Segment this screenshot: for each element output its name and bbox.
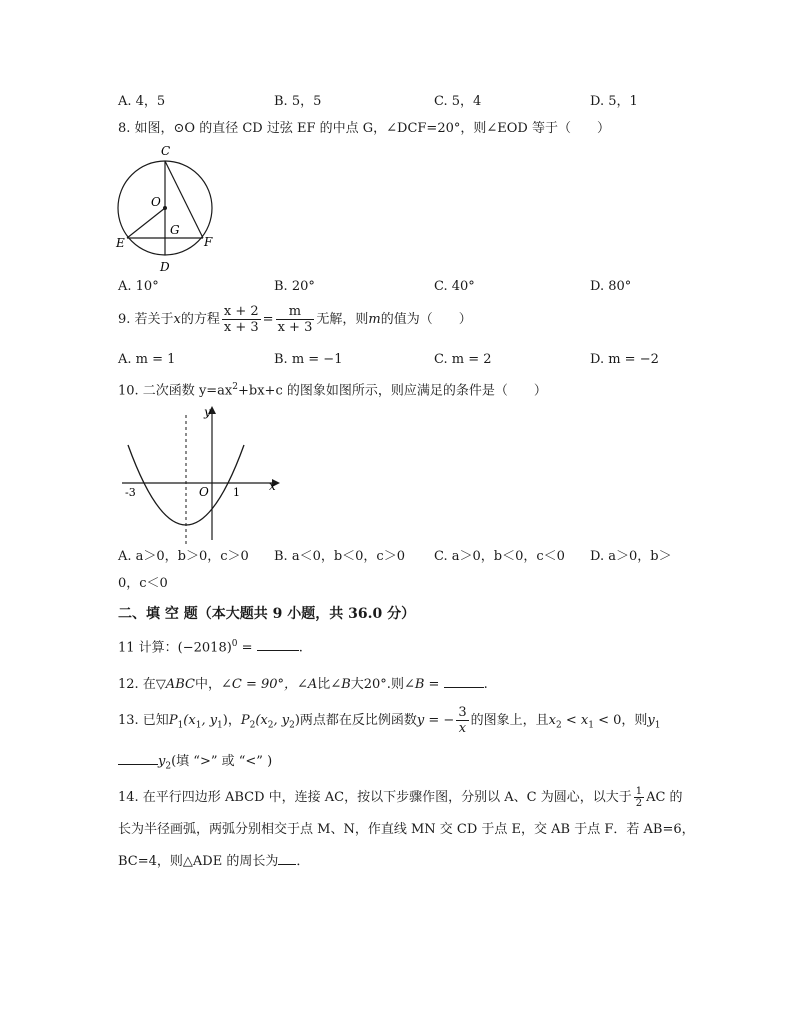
center-point [163,206,167,210]
q13-p2-coord-sub1: 2 [267,720,274,731]
q11-sup: 0 [231,639,238,649]
q13-p1-coord-mid: , y [201,713,218,728]
q9-mid2: 无解，则 [316,312,369,327]
q14-line1 [118,784,683,812]
q12-end: . [483,677,488,692]
q8-circle-figure [110,140,225,275]
q8-stem: 8. 如图，⊙O 的直径 CD 过弦 EF 的中点 G，∠DCF=20°，则∠EOD 等于（ ） [118,121,610,136]
q10-option-b: B. a＜0，b＜0，c＞0 [274,549,405,564]
label-x: x [269,479,276,493]
q14-line1-suffix: AC 的 [646,790,683,805]
q11-prefix: 11 计算：(−2018) [118,640,232,656]
q7-option-a: A. 4，5 [118,94,166,109]
section-2-title: 二、填 空 题（本大题共 9 小题，共 36.0 分） [118,606,416,622]
label-f: F [204,235,213,249]
q8-option-c: C. 40° [434,279,475,294]
q13-y2: y [158,754,166,769]
q9-frac1-num: x + 2 [223,304,259,319]
q14-line3-prefix: BC=4，则△ADE 的周长为 [118,854,279,869]
q9-option-b: B. m = −1 [274,352,343,367]
q13-frac-num: 3 [458,705,467,720]
q9-var-m: m [368,312,381,327]
q14-line2: 长为半径画弧，两弧分别相交于点 M、N，作直线 MN 交 CD 于点 E，交 AB 于点 F．若 AB=6， [118,822,695,837]
q11-suffix: = [237,640,257,656]
q12-prefix: 12. 在 [118,677,156,692]
q12-stem [118,675,488,693]
q9-frac1-den: x + 3 [223,320,259,335]
q13-p2-coord-mid: , y [273,713,290,728]
q9-option-c: C. m = 2 [434,352,492,367]
q9-mid1: 的方程 [180,312,220,327]
q13-p2-coord-sub2: 2 [289,720,295,731]
label-y: y [204,405,211,419]
q13-cond-end: < 0，则 [593,713,648,728]
q13-prefix: 13. 已知 [118,713,169,728]
q10-option-d-line2: 0，c＜0 [118,576,168,591]
q14-line1-prefix: 14. 在平行四边形 ABCD 中，连接 AC，按以下步骤作图，分别以 A、C 为圆心，以大于 [118,790,632,805]
q10-option-d-line1: D. a＞0，b＞ [590,549,672,564]
q12-mid3: 大20°.则 [350,677,404,692]
q9-suffix: 的值为（ ） [380,312,472,327]
q14-answer-blank[interactable] [278,852,296,865]
q14-line3 [118,852,309,870]
q8-option-d: D. 80° [590,279,632,294]
q13-line1 [118,705,660,742]
q13-p2-coord: (x [255,713,268,728]
label-g: G [170,223,180,237]
q9-fraction-1 [222,304,261,335]
q11-stem [118,636,303,656]
q13-y2-sub: 2 [165,761,172,772]
q8-option-a: A. 10° [118,279,159,294]
q8-option-b: B. 20° [274,279,315,294]
q13-p2: P [240,713,250,728]
q9-option-d: D. m = −2 [590,352,659,367]
q9-var-x: x [173,312,181,327]
q9-eq: = [262,312,274,327]
q7-option-d: D. 5，1 [590,94,638,109]
q9-option-a: A. m = 1 [118,352,176,367]
q9-frac2-den: x + 3 [277,320,313,335]
segment-eo [127,208,165,238]
q12-angle-b: ∠B [330,677,351,692]
label-one: 1 [233,486,240,499]
q10-option-c: C. a＞0，b＜0，c＜0 [434,549,565,564]
q12-angle-a: ∠A [297,677,318,692]
label-neg3: -3 [125,486,136,499]
q13-line2-rest: (填 “>” 或 “<” ) [171,754,273,769]
q12-mid2: 比 [317,677,331,692]
q12-mid1: 中， [194,677,221,692]
q14-half-den: 2 [635,798,643,809]
q7-option-c: C. 5，4 [434,94,482,109]
q13-mid: 两点都在反比例函数 [299,713,417,728]
q13-p2-coord-end: ) [294,713,300,728]
q10-stem [118,379,547,399]
q12-angle-c: ∠C = 90°， [220,677,298,692]
q13-cond: x [548,713,556,728]
q13-p1-coord-sub1: 1 [195,720,202,731]
q14-line3-end: ． [296,854,310,869]
q14-half-num: 1 [635,786,643,797]
q13-frac-den: x [458,721,467,736]
q13-p1-coord-end: )， [222,713,241,728]
q13-mid2: 的图象上，且 [470,713,549,728]
q13-func-lhs: y = − [416,713,455,728]
q9-stem [118,304,472,336]
label-origin: O [199,485,209,499]
q10-option-a: A. a＞0，b＞0，c＞0 [118,549,249,564]
q11-answer-blank[interactable] [257,638,299,651]
label-o: O [151,195,161,209]
q10-stem-suffix: +bx+c 的图象如图所示，则应满足的条件是（ ） [238,383,547,399]
q9-frac2-num: m [276,304,315,320]
q13-answer-blank[interactable] [118,752,158,765]
q13-p2-sub: 2 [249,720,256,731]
q10-parabola-figure [110,400,285,550]
q13-cond-mid: < x [561,713,589,728]
q11-end: . [298,640,303,656]
q13-fraction [456,705,468,736]
label-d: D [160,260,170,274]
q13-p1-coord: (x [183,713,196,728]
q12-answer-blank[interactable] [444,675,484,688]
q12-triangle: ▽ABC [155,677,195,692]
q13-line2 [118,752,272,775]
q13-p1-sub: 1 [177,720,184,731]
q10-stem-sup: 2 [232,382,238,392]
q13-p1: P [168,713,178,728]
q13-p1-coord-sub2: 1 [217,720,223,731]
q9-fraction-2 [276,304,315,335]
q13-cond-sub1: 2 [555,720,562,731]
q13-y1: y [647,713,655,728]
q9-prefix: 9. 若关于 [118,312,174,327]
q14-half-fraction [634,786,644,809]
label-c: C [161,144,171,158]
q12-ask: ∠B = [403,677,444,692]
label-e: E [116,236,125,250]
q13-y1-sub: 1 [654,720,661,731]
q7-option-b: B. 5，5 [274,94,322,109]
q13-cond-sub2: 1 [588,720,594,731]
q10-stem-prefix: 10. 二次函数 y=ax [118,383,233,399]
